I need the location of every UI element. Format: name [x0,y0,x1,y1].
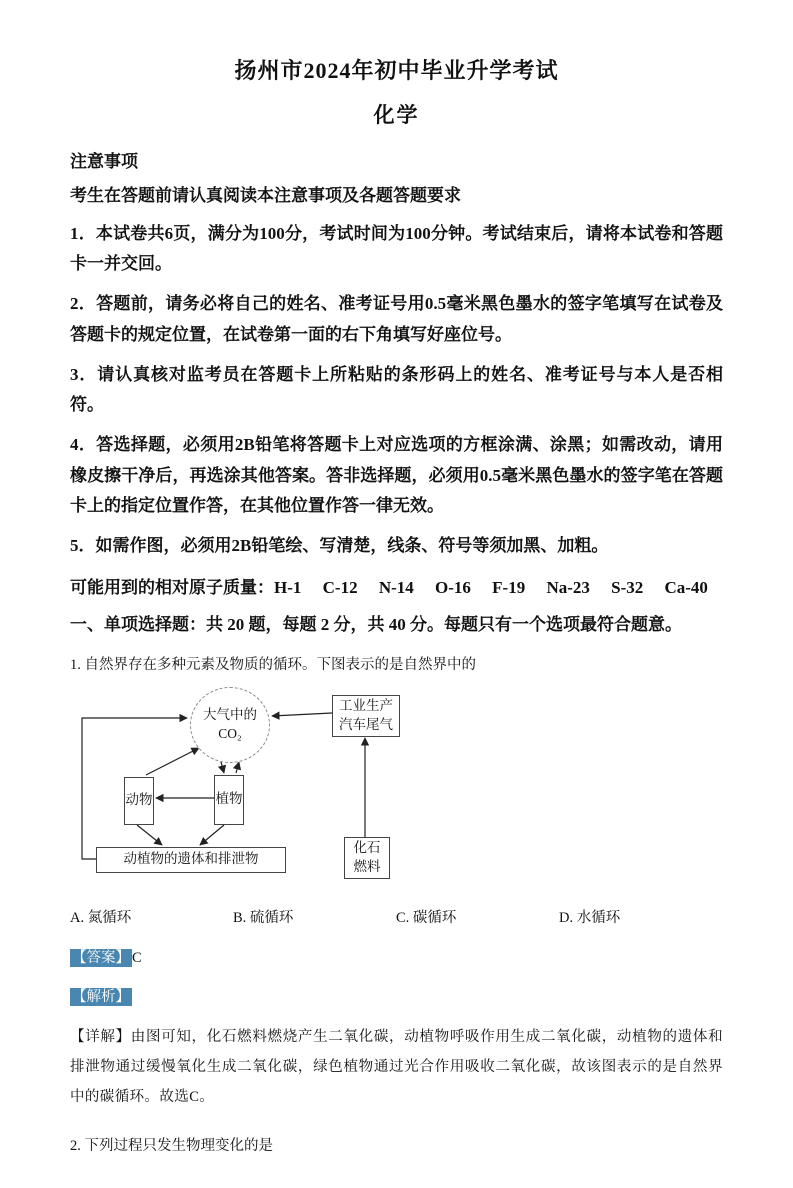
q1-carbon-cycle-diagram [72,685,452,897]
detail-paragraph [70,1022,723,1113]
option-b: B. 硫循环 [233,909,294,926]
section-heading: 一、单项选择题：共 20 题，每题 2 分，共 40 分。每题只有一个选项最符合题意。 [70,615,682,635]
option-d: D. 水循环 [559,909,621,926]
notice-item-4: 4．答选择题，必须用2B铅笔将答题卡上对应选项的方框涂满、涂黑；如需改动，请用橡皮擦干净后，再选涂其他答案。答非选择题，必须用0.5毫米黑色墨水的签字笔在答题卡上的指定位置作答，在其他位置作答一律无效。 [70,435,723,515]
question2-stem: 2. 下列过程只发生物理变化的是 [70,1137,273,1154]
notice-item-5: 5．如需作图，必须用2B铅笔绘、写清楚，线条、符号等须加黑、加粗。 [70,536,609,556]
option-c: C. 碳循环 [396,909,457,926]
diagram-node-plants: 植物 [214,775,244,825]
option-a: A. 氮循环 [70,909,132,926]
answer-line [70,946,723,971]
atomic-masses-line: 可能用到的相对原子质量：H-1 C-12 N-14 O-16 F-19 Na-23 S-32 Ca-40 [70,578,708,598]
notice-intro: 考生在答题前请认真阅读本注意事项及各题答题要求 [70,186,461,206]
notice-heading: 注意事项 [70,151,138,171]
diagram-node-fossil-fuel: 化石燃料 [344,837,390,879]
notice-item-2: 2．答题前，请务必将自己的姓名、准考证号用0.5毫米黑色墨水的签字笔填写在试卷及答题卡的规定位置，在试卷第一面的右下角填写好座位号。 [70,294,723,344]
diagram-node-animals: 动物 [124,777,154,825]
answer-value: C [132,950,142,967]
detail-label: 【详解】 [70,1028,131,1045]
analysis-label: 【解析】 [72,988,130,1005]
question1-stem: 1. 自然界存在多种元素及物质的循环。下图表示的是自然界中的 [70,656,476,673]
notice-item-3: 3．请认真核对监考员在答题卡上所粘贴的条形码上的姓名、准考证号与本人是否相符。 [70,364,723,415]
question1-options [70,907,723,929]
diagram-node-remains-excreta: 动植物的遗体和排泄物 [96,847,286,873]
diagram-node-atmospheric-co2: 大气中的CO₂ [190,687,270,763]
exam-subject: 化学 [373,102,420,127]
analysis-line [70,985,723,1010]
diagram-node-industry-exhaust: 工业生产汽车尾气 [332,695,400,737]
notice-item-1: 1．本试卷共6页，满分为100分，考试时间为100分钟。考试结束后，请将本试卷和答题卡一并交回。 [70,223,723,274]
detail-text: 由图可知，化石燃料燃烧产生二氧化碳，动植物呼吸作用生成二氧化碳，动植物的遗体和排泄物通过缓慢氧化生成二氧化碳，绿色植物通过光合作用吸收二氧化碳，故该图表示的是自然界中的碳循环。故选C。 [70,1028,723,1106]
answer-label: 【答案】 [72,950,130,967]
exam-title: 扬州市2024年初中毕业升学考试 [234,58,559,83]
